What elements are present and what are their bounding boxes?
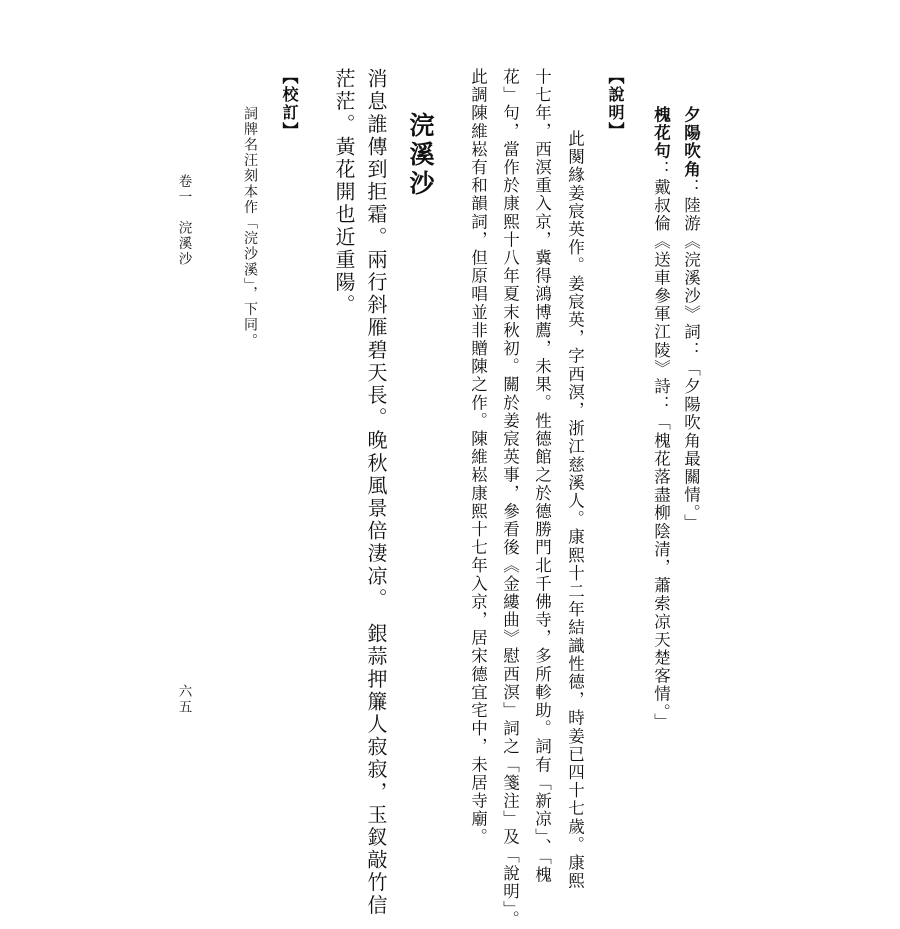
note-text: ：戴叔倫《送車參軍江陵》詩：「槐花落盡柳陰清，蕭索凉天楚客情。」: [651, 160, 671, 732]
note-head: 夕陽吹角: [681, 106, 701, 179]
explanation-line: 十七年，西溟重入京，冀得鴻博薦，未果。性德館之於德勝門北千佛寺，多所軫助。詞有「新凉」、「槐: [532, 68, 552, 885]
page-number: 六五: [175, 684, 192, 715]
note-line-2: [652, 106, 669, 731]
explanation-line: 此調陳維崧有和韻詞，但原唱並非贈陳之作。陳維崧康熙十七年入京，居宋德宜宅中，未居寺廟。: [468, 68, 488, 847]
explanation-line: 花」句，當作於康熙十八年夏末秋初。關於姜宸英事，參看後《金縷曲》慰西溟」詞之「箋注」及「說明」。: [500, 68, 520, 929]
collation-text: 詞牌名汪刻本作「浣沙溪」，下同。: [242, 106, 258, 349]
collation-label: 【校訂】: [280, 68, 299, 140]
explanation-label: 【說明】: [606, 68, 625, 140]
poem-line: 消息誰傳到拒霜。兩行斜雁碧天長。晚秋風景倍淒凉。 銀蒜押簾人寂寂，玉釵敲竹信: [364, 68, 388, 917]
running-head: 卷一 浣溪沙: [175, 174, 192, 267]
note-text: ：陸游《浣溪沙》詞：「夕陽吹角最關情。」: [681, 178, 701, 533]
explanation-line: 此闋緣姜宸英作。姜宸英，字西溟，浙江慈溪人。康熙十二年結識性德，時姜已四十七歲。康熙: [565, 130, 585, 891]
note-head: 槐花句: [651, 106, 671, 161]
note-line-1: [682, 106, 699, 532]
poem-title: 浣溪沙: [406, 112, 435, 199]
poem-line: 茫茫。黃花開也近重陽。: [332, 68, 356, 317]
